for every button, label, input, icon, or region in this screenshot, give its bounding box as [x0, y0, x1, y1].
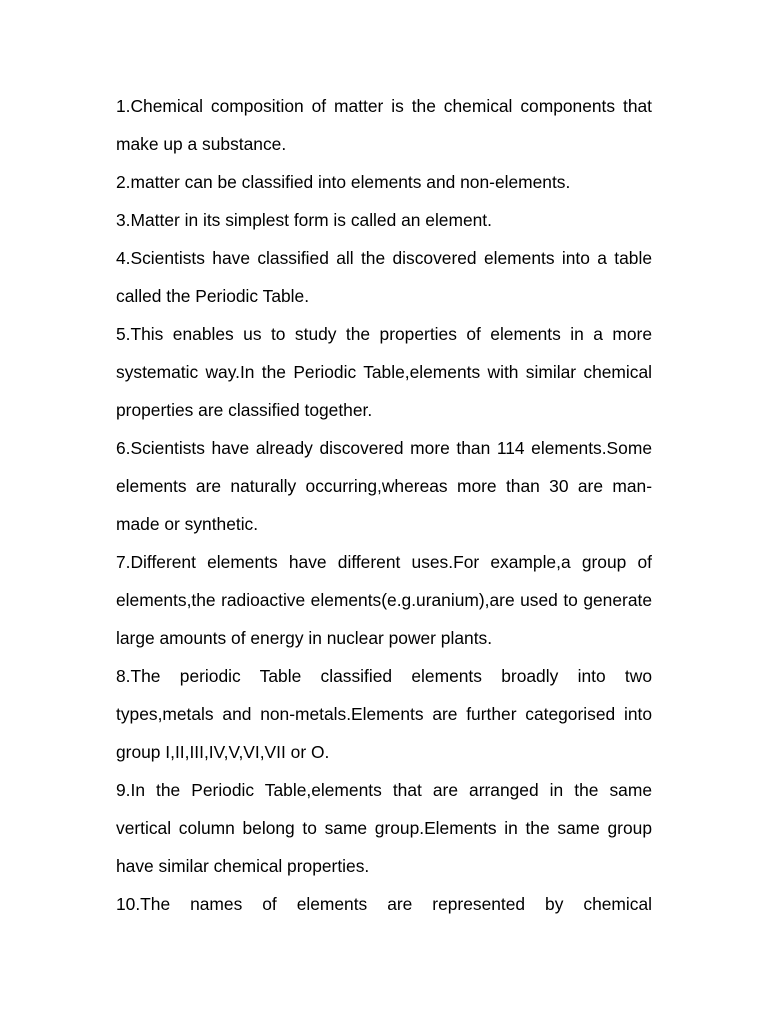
paragraph-5: 5.This enables us to study the properties of elements in a more systematic way.In the Periodic Table,elements with similar chemical properties are classified together.	[116, 324, 652, 420]
document-page	[116, 87, 652, 923]
paragraph-9: 9.In the Periodic Table,elements that are arranged in the same vertical column belong to same group.Elements in the same group have similar chemical properties.	[116, 780, 652, 876]
paragraph-10: 10.The names of elements are represented by chemical	[116, 894, 652, 914]
paragraph-1: 1.Chemical composition of matter is the chemical components that make up a substance.	[116, 96, 652, 154]
paragraph-2: 2.matter can be classified into elements and non-elements.	[116, 172, 571, 192]
paragraph-3: 3.Matter in its simplest form is called an element.	[116, 210, 492, 230]
paragraph-7: 7.Different elements have different uses.For example,a group of elements,the radioactive elements(e.g.uranium),are used to generate large amounts of energy in nuclear power plants.	[116, 552, 652, 648]
paragraph-4: 4.Scientists have classified all the discovered elements into a table called the Periodic Table.	[116, 248, 652, 306]
paragraph-8: 8.The periodic Table classified elements broadly into two types,metals and non-metals.Elements are further categorised into group I,II,III,IV,V,VI,VII or O.	[116, 666, 652, 762]
paragraph-6: 6.Scientists have already discovered more than 114 elements.Some elements are naturally occurring,whereas more than 30 are man-made or synthetic.	[116, 438, 652, 534]
